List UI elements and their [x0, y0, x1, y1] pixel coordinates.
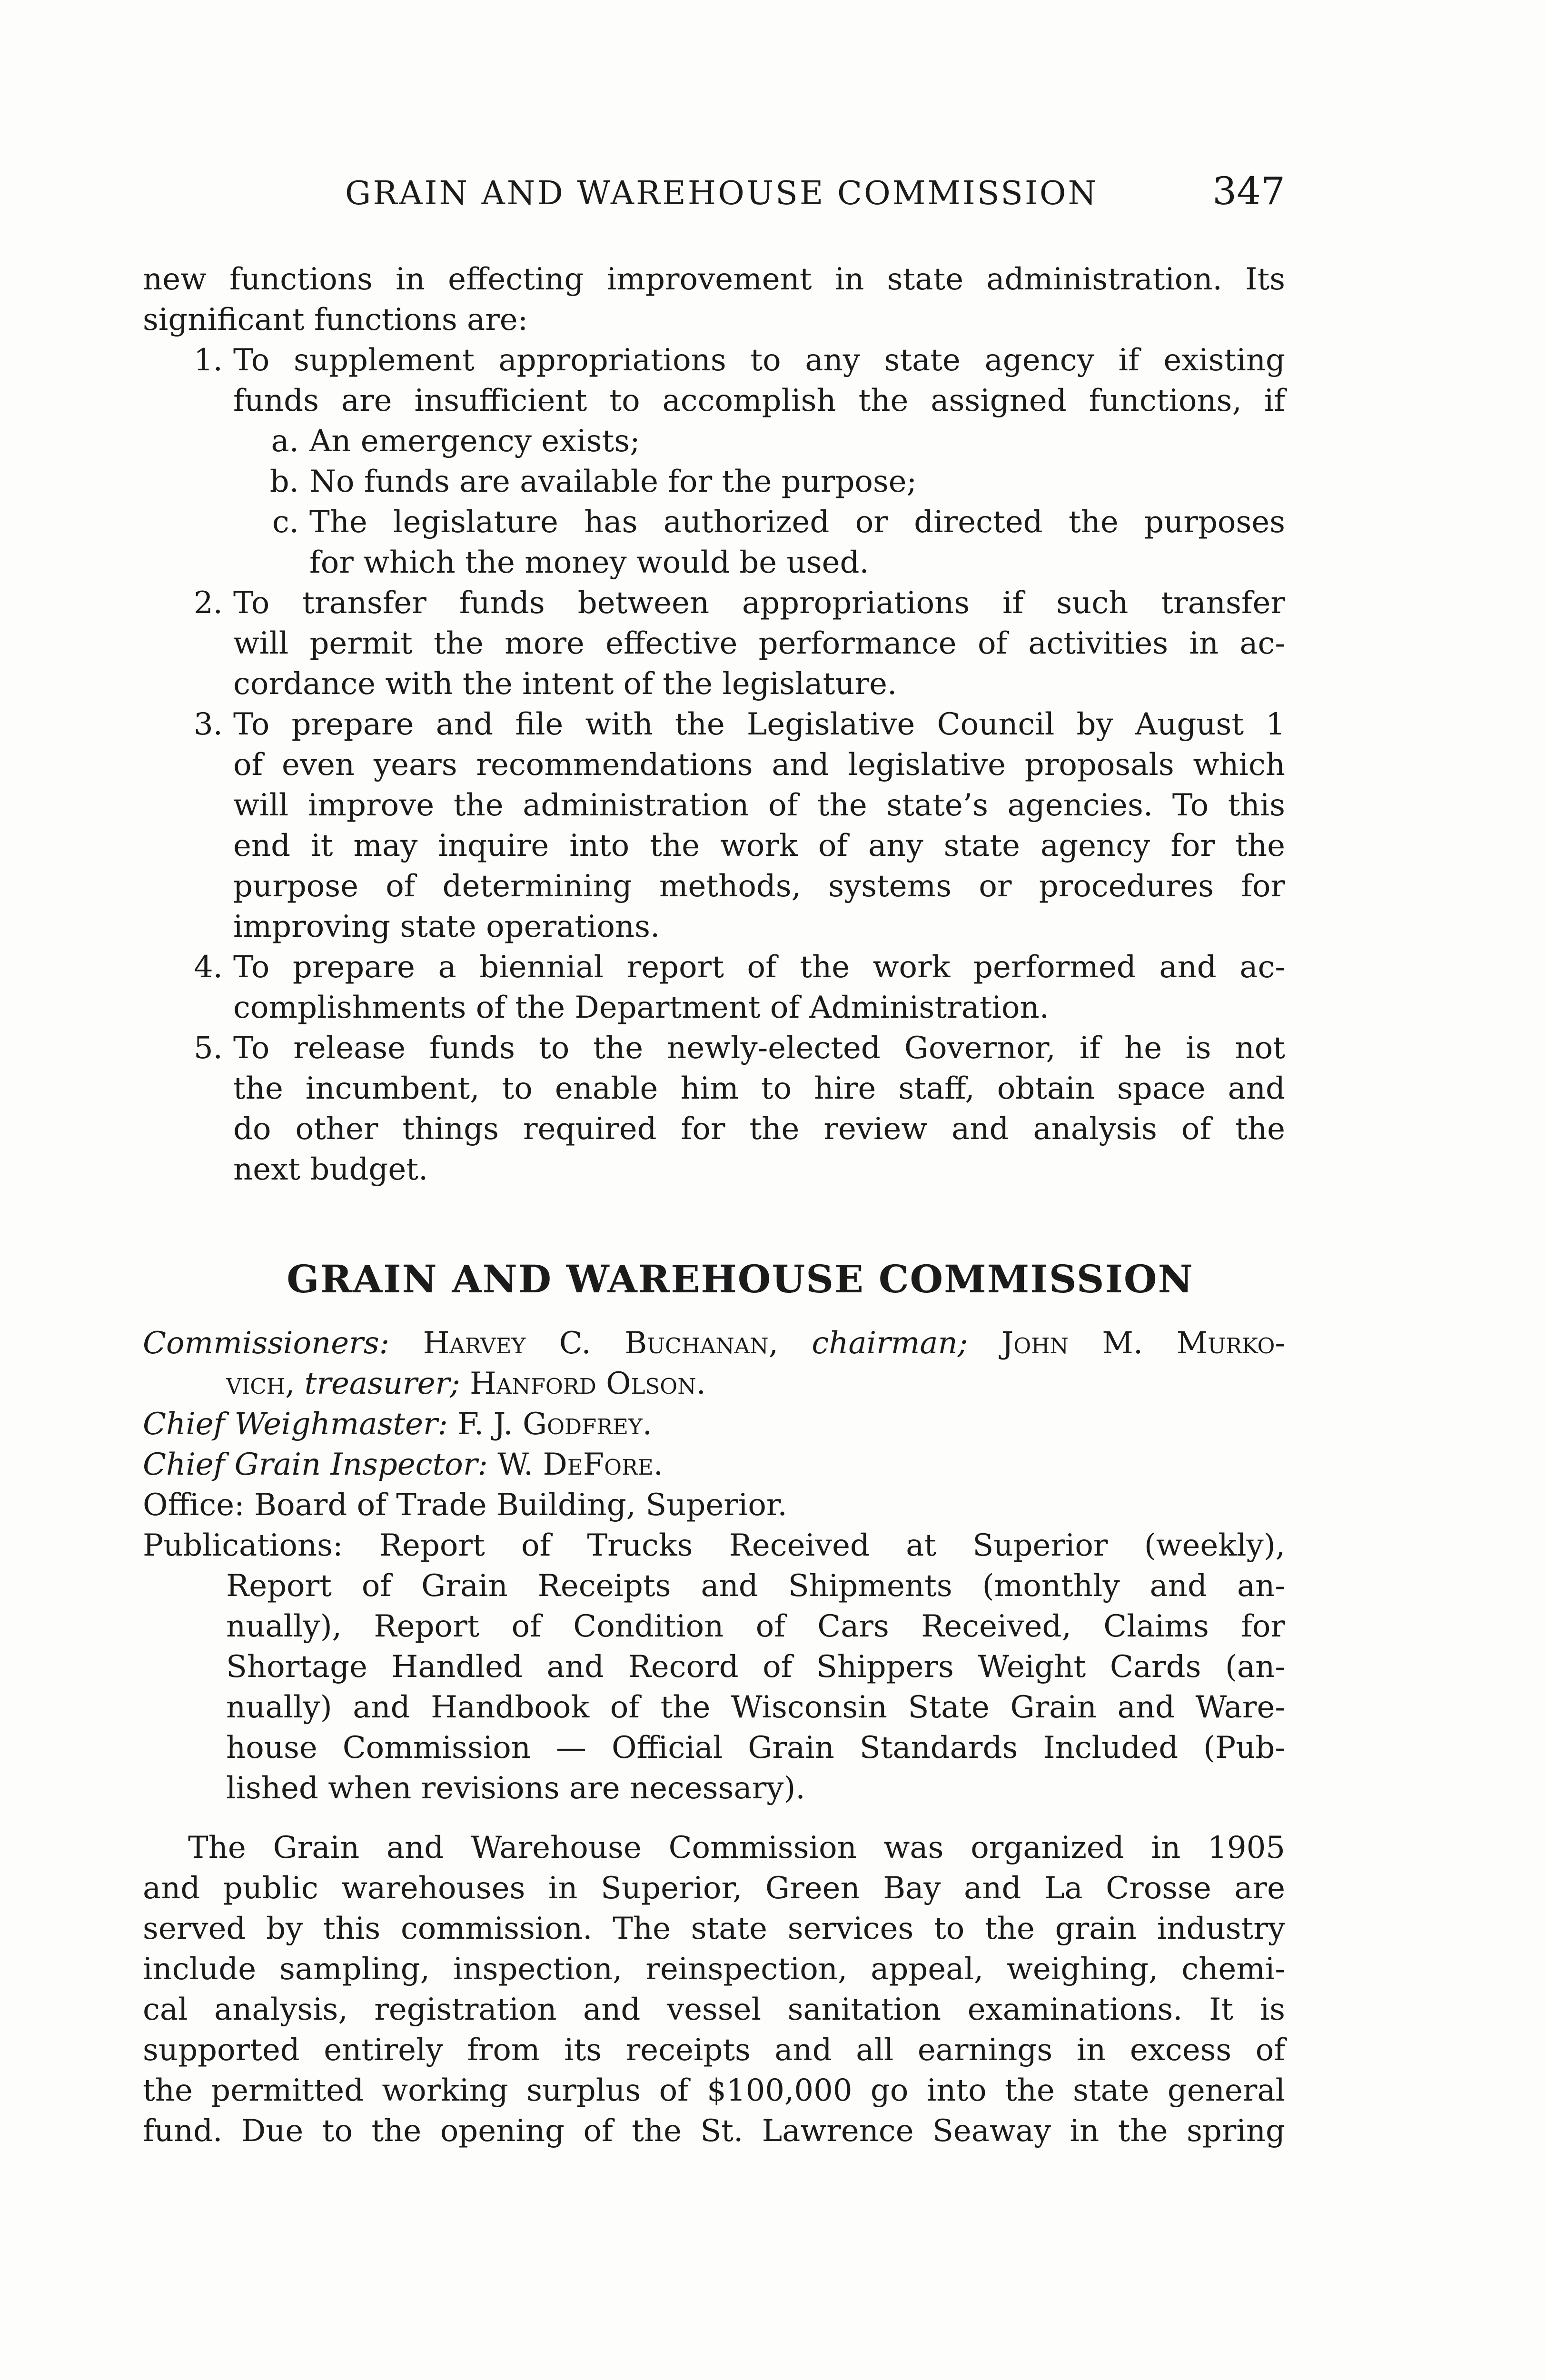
list-text: of even years recommendations and legislative proposals which [233, 747, 1285, 783]
functions-block [143, 259, 1285, 1190]
list-text: the incumbent, to enable him to hire staff, obtain space and [233, 1071, 1285, 1106]
officers-block [143, 1323, 1285, 1809]
list-text: will improve the administration of the state’s agencies. To this [233, 788, 1285, 823]
publications-text: Shortage Handled and Record of Shippers Weight Cards (an- [226, 1649, 1285, 1685]
commissioner-name: Hanford Olson. [470, 1366, 706, 1401]
list-number: 5. [193, 1031, 223, 1066]
section-heading: GRAIN AND WAREHOUSE COMMISSION [287, 1257, 1194, 1301]
inspector-label: Chief Grain Inspector: [143, 1447, 488, 1482]
sub-letter: b. [269, 464, 299, 499]
commissioners-line [143, 1364, 1285, 1404]
list-text: end it may inquire into the work of any state agency for the [233, 828, 1285, 863]
inspector-line [143, 1445, 1285, 1485]
paragraph-line: the permitted working surplus of $100,000 go into the state general [143, 2073, 1285, 2108]
list-item-4 [143, 947, 1285, 1028]
paragraph-line: include sampling, inspection, reinspection, appeal, weighing, chemi- [143, 1952, 1285, 1987]
publications-text: lished when revisions are necessary). [226, 1771, 805, 1806]
list-number: 4. [193, 950, 223, 985]
publications-line [143, 1526, 1285, 1566]
office-value: Board of Trade Building, Superior. [254, 1488, 787, 1523]
sub-text: for which the money would be used. [309, 545, 869, 580]
list-item-2 [143, 583, 1285, 704]
commissioner-role: chairman; [812, 1326, 968, 1361]
section-heading-wrap [143, 1257, 1285, 1301]
list-text: To prepare and file with the Legislative Council by August 1 [233, 707, 1285, 742]
list-text: complishments of the Department of Administration. [233, 990, 1050, 1025]
list-item-1 [143, 340, 1285, 583]
office-line [143, 1485, 1285, 1526]
list-text: funds are insufficient to accomplish the assigned functions, if [233, 383, 1285, 418]
intro-line: new functions in effecting improvement in state administration. Its [143, 262, 1285, 297]
list-text: do other things required for the review and analysis of the [233, 1111, 1285, 1147]
paragraph-line: served by this commission. The state services to the grain industry [143, 1911, 1285, 1946]
publications-label: Publications: [143, 1528, 343, 1563]
list-number: 2. [193, 585, 223, 621]
list-number: 3. [193, 707, 223, 742]
commission-paragraph [143, 1828, 1285, 2152]
list-number: 1. [193, 343, 223, 378]
weighmaster-name: F. J. Godfrey. [457, 1407, 653, 1442]
commissioner-role: treasurer; [304, 1366, 460, 1401]
paragraph-line: The Grain and Warehouse Commission was organized in 1905 [188, 1830, 1285, 1865]
publications-text: nually), Report of Condition of Cars Received, Claims for [226, 1609, 1285, 1644]
paragraph-line: and public warehouses in Superior, Green Bay and La Crosse are [143, 1871, 1285, 1906]
running-title: GRAIN AND WAREHOUSE COMMISSION [345, 175, 1098, 212]
page-number: 347 [1212, 169, 1285, 213]
commissioners-line [143, 1323, 1285, 1364]
list-item-5 [143, 1028, 1285, 1190]
sub-letter: c. [272, 505, 299, 540]
intro-line: significant functions are: [143, 302, 528, 337]
commissioner-name: John M. Murko- [1001, 1326, 1286, 1361]
list-text: purpose of determining methods, systems or procedures for [233, 869, 1285, 904]
sub-letter: a. [271, 424, 299, 459]
sub-text: An emergency exists; [309, 424, 640, 459]
publications-text: nually) and Handbook of the Wisconsin State Grain and Ware- [226, 1690, 1285, 1725]
paragraph-line: supported entirely from its receipts and all earnings in excess of [143, 2033, 1285, 2068]
list-text: cordance with the intent of the legislature. [233, 666, 897, 702]
list-text: To supplement appropriations to any state agency if existing [233, 343, 1285, 378]
list-text: To transfer funds between appropriations if such transfer [233, 585, 1285, 621]
commissioner-name: Harvey C. Buchanan, [423, 1326, 778, 1361]
publications-text: house Commission — Official Grain Standards Included (Pub- [226, 1730, 1285, 1765]
weighmaster-line [143, 1404, 1285, 1445]
paragraph-line: fund. Due to the opening of the St. Lawrence Seaway in the spring [143, 2113, 1285, 2149]
list-text: To release funds to the newly-elected Governor, if he is not [233, 1031, 1285, 1066]
sub-text: No funds are available for the purpose; [309, 464, 917, 499]
list-text: improving state operations. [233, 909, 660, 944]
sub-item-c [143, 502, 1285, 543]
paragraph-line: cal analysis, registration and vessel sanitation examinations. It is [143, 1992, 1285, 2027]
sub-item-b [143, 462, 1285, 502]
office-label: Office: [143, 1488, 245, 1523]
publications-text: Report of Trucks Received at Superior (weekly), [379, 1528, 1285, 1563]
publications-text: Report of Grain Receipts and Shipments (monthly and an- [226, 1568, 1285, 1604]
commissioners-label: Commissioners: [143, 1326, 390, 1361]
list-item-3 [143, 704, 1285, 947]
weighmaster-label: Chief Weighmaster: [143, 1407, 448, 1442]
sub-text: The legislature has authorized or directed the purposes [309, 505, 1285, 540]
inspector-name: W. DeFore. [497, 1447, 664, 1482]
list-text: next budget. [233, 1152, 428, 1187]
running-head [143, 169, 1285, 213]
commissioner-name: vich, [226, 1366, 295, 1401]
list-text: will permit the more effective performance of activities in ac- [233, 626, 1285, 661]
list-text: To prepare a biennial report of the work performed and ac- [233, 950, 1285, 985]
sub-item-a [143, 421, 1285, 462]
